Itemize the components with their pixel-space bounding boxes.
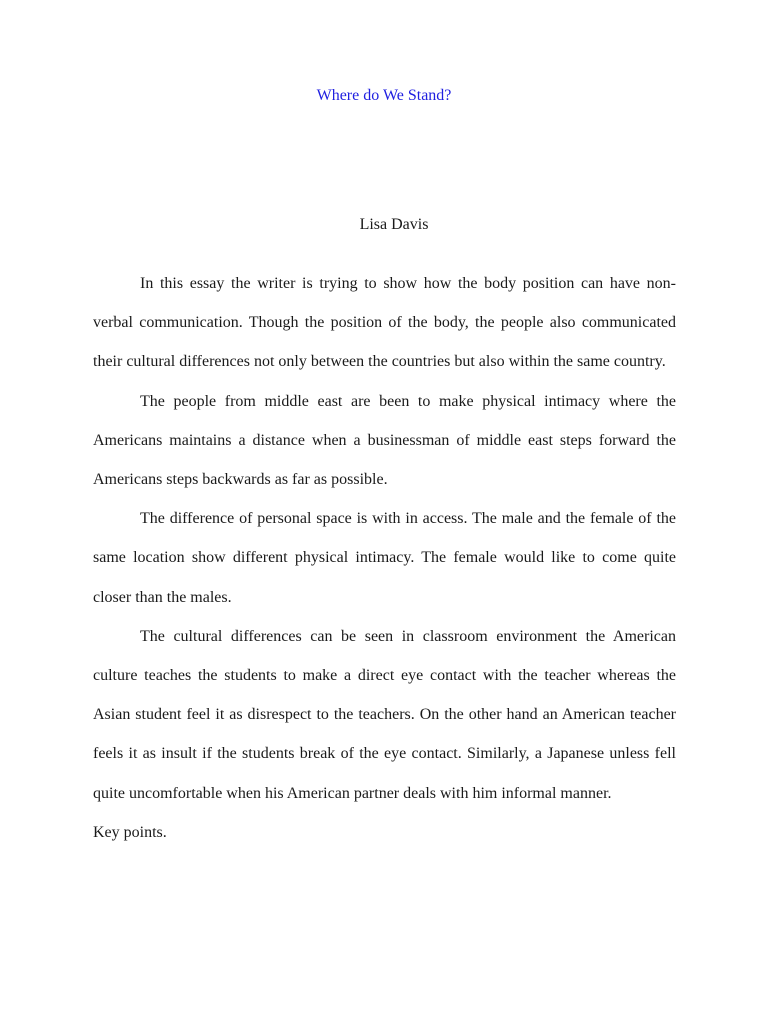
document-title: Where do We Stand? (316, 87, 452, 104)
paragraph-3: The difference of personal space is with in access. The male and the female of the same location show different physical intimacy. The female would like to come quite closer than the males. (93, 510, 676, 606)
key-points-heading: Key points. (93, 823, 167, 841)
essay-body (93, 264, 676, 852)
author-name: Lisa Davis (359, 216, 429, 233)
paragraph-1: In this essay the writer is trying to show how the body position can have non- verbal communication. Though the position of the body, the people also communicated their cultural differences not only between the countries but also within the same country. (93, 275, 676, 371)
paragraph-2: The people from middle east are been to make physical intimacy where the Americans maintains a distance when a businessman of middle east steps forward the Americans steps backwards as far as possible. (93, 392, 676, 489)
paragraph-4: The cultural differences can be seen in classroom environment the American culture teaches the students to make a direct eye contact with the teacher whereas the Asian student feel it as disrespect to the teachers. On the other hand an American teacher feels it as insult if the students break of the eye contact. Similarly, a Japanese unless fell quite uncomfortable when his American partner deals with him informal manner. (93, 627, 676, 802)
